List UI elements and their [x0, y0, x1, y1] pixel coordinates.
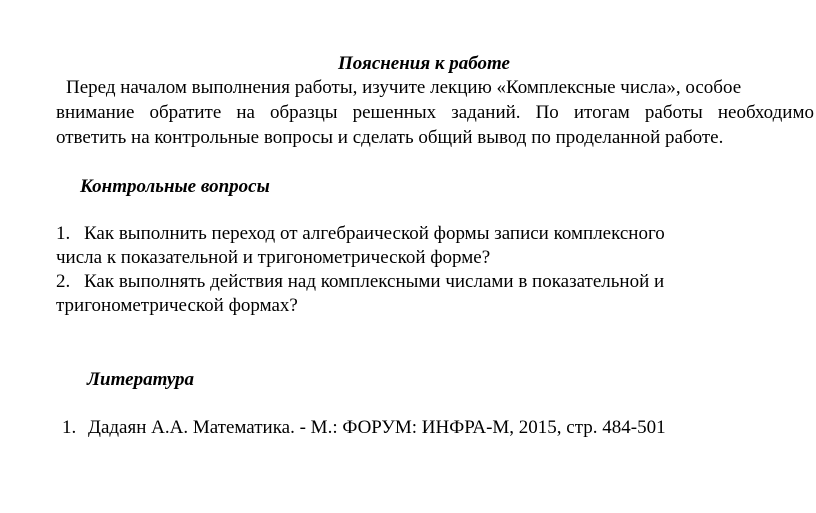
paragraph-line: ответить на контрольные вопросы и сделать общий вывод по проделанной работе.: [56, 127, 724, 148]
literature-item: [62, 416, 666, 440]
literature-text: Дадаян А.А. Математика. - М.: ФОРУМ: ИНФРА-М, 2015, стр. 484-501: [88, 417, 666, 438]
question-text: Как выполнить переход от алгебраической формы записи комплексного: [84, 223, 665, 244]
question-line: [56, 222, 665, 246]
literature-title: Литература: [87, 369, 195, 390]
questions-title: Контрольные вопросы: [80, 176, 270, 197]
question-continuation: числа к показательной и тригонометрической форме?: [56, 247, 491, 268]
explanations-title: Пояснения к работе: [338, 53, 510, 74]
question-number: 2.: [56, 271, 71, 292]
question-text: Как выполнять действия над комплексными числами в показательной и: [84, 271, 665, 292]
literature-number: 1.: [62, 417, 77, 438]
question-continuation: тригонометрической формах?: [56, 295, 298, 316]
question-number: 1.: [56, 223, 71, 244]
paragraph-line: Перед началом выполнения работы, изучите лекцию «Комплексные числа», особое: [66, 77, 742, 98]
question-line: [56, 270, 664, 294]
paragraph-line: внимание обратите на образцы решенных заданий. По итогам работы необходимо: [56, 102, 814, 123]
